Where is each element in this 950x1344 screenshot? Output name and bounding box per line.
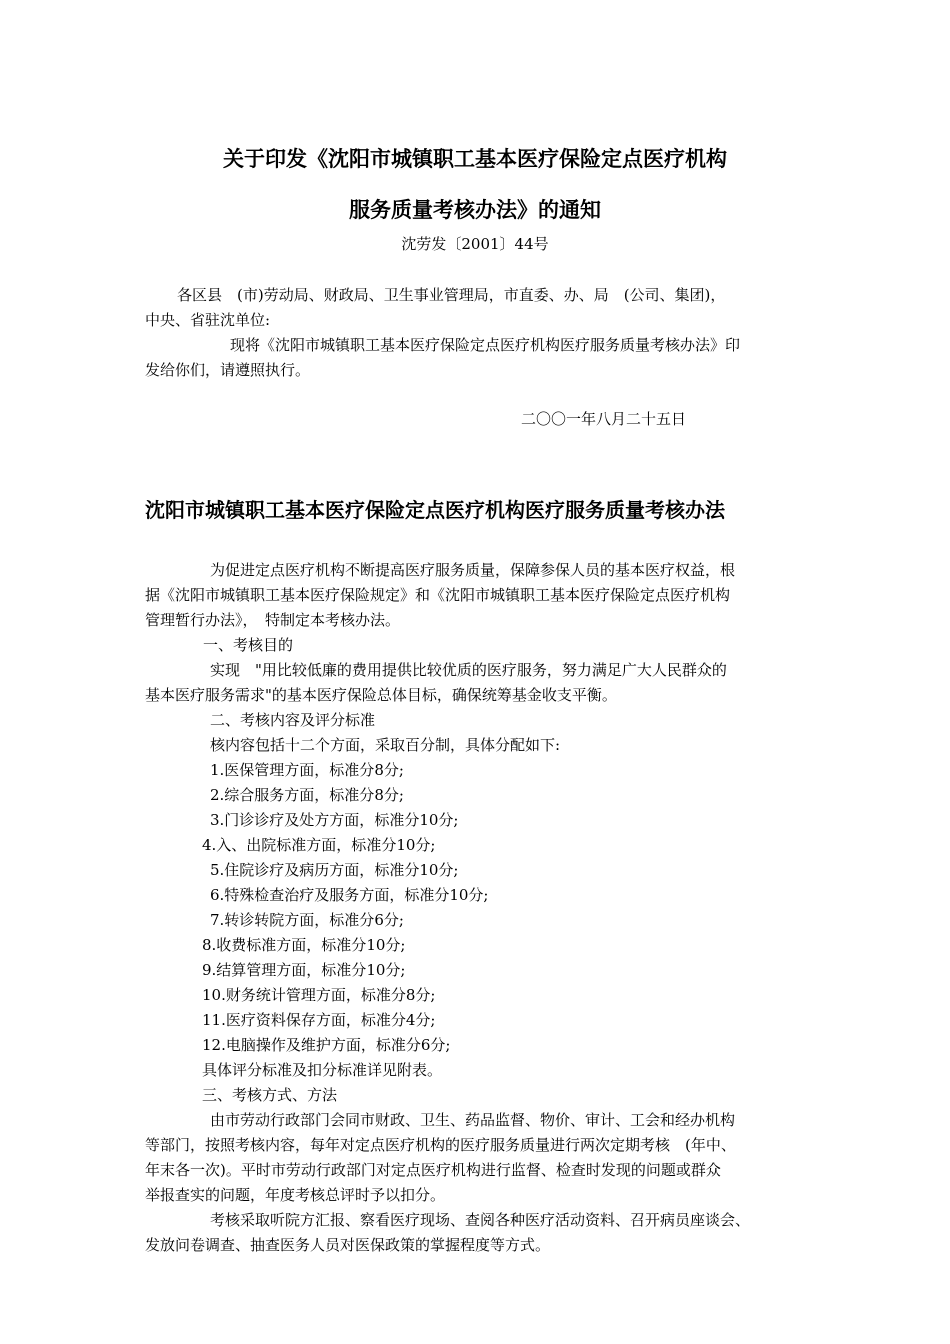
- section3-p1-line3: 年末各一次)。平时市劳动行政部门对定点医疗机构进行监督、检查时发现的问题或群众: [145, 1161, 721, 1179]
- list-item: 2.综合服务方面，标准分8分;: [210, 786, 404, 804]
- list-item: 3.门诊诊疗及处方方面，标准分10分;: [210, 811, 459, 829]
- measures-title: 沈阳市城镇职工基本医疗保险定点医疗机构医疗服务质量考核办法: [145, 498, 725, 522]
- section3-p2-line1: 考核采取听院方汇报、察看医疗现场、查阅各种医疗活动资料、召开病员座谈会、: [210, 1211, 751, 1229]
- intro-line1: 为促进定点医疗机构不断提高医疗服务质量，保障参保人员的基本医疗权益，根: [210, 561, 736, 579]
- list-item: 4.入、出院标准方面，标准分10分;: [202, 836, 436, 854]
- list-item: 7.转诊转院方面，标准分6分;: [210, 911, 404, 929]
- section1-line2: 基本医疗服务需求"的基本医疗保险总体目标，确保统筹基金收支平衡。: [145, 686, 617, 704]
- section3-p1-line4: 举报查实的问题，年度考核总评时予以扣分。: [145, 1186, 446, 1204]
- list-item: 12.电脑操作及维护方面，标准分6分;: [202, 1036, 451, 1054]
- list-item: 9.结算管理方面，标准分10分;: [202, 961, 406, 979]
- list-item: 10.财务统计管理方面，标准分8分;: [202, 986, 436, 1004]
- list-item: 1.医保管理方面，标准分8分;: [210, 761, 404, 779]
- section3-heading: 三、考核方式、方法: [202, 1086, 338, 1104]
- doc-number: 沈劳发〔2001〕44号: [401, 235, 549, 253]
- list-item: 6.特殊检查治疗及服务方面，标准分10分;: [210, 886, 489, 904]
- list-item: 5.住院诊疗及病历方面，标准分10分;: [210, 861, 459, 879]
- notice-body-line1: 现将《沈阳市城镇职工基本医疗保险定点医疗机构医疗服务质量考核办法》印: [230, 336, 741, 354]
- recipients-line1: 各区县 (市)劳动局、财政局、卫生事业管理局，市直委、办、局 (公司、集团)，: [177, 286, 726, 304]
- notice-body-line2: 发给你们，请遵照执行。: [145, 361, 311, 379]
- section2-intro: 核内容包括十二个方面，采取百分制，具体分配如下:: [210, 736, 561, 754]
- section3-p2-line2: 发放问卷调查、抽查医务人员对医保政策的掌握程度等方式。: [145, 1236, 551, 1254]
- notice-date: 二〇〇一年八月二十五日: [521, 410, 687, 428]
- intro-line3: 管理暂行办法》， 特制定本考核办法。: [145, 611, 401, 629]
- list-item: 11.医疗资料保存方面，标准分4分;: [202, 1011, 436, 1029]
- recipients-line2: 中央、省驻沈单位:: [145, 311, 271, 329]
- section3-p1-line1: 由市劳动行政部门会同市财政、卫生、药品监督、物价、审计、工会和经办机构: [210, 1111, 736, 1129]
- section2-note: 具体评分标准及扣分标准详见附表。: [202, 1061, 443, 1079]
- notice-title-line2: 服务质量考核办法》的通知: [349, 198, 601, 222]
- section1-line1: 实现 "用比较低廉的费用提供比较优质的医疗服务，努力满足广大人民群众的: [210, 661, 727, 679]
- section1-heading: 一、考核目的: [203, 636, 294, 654]
- notice-title-line1: 关于印发《沈阳市城镇职工基本医疗保险定点医疗机构: [223, 147, 727, 171]
- section3-p1-line2: 等部门，按照考核内容，每年对定点医疗机构的医疗服务质量进行两次定期考核 (年中、: [145, 1136, 736, 1154]
- intro-line2: 据《沈阳市城镇职工基本医疗保险规定》和《沈阳市城镇职工基本医疗保险定点医疗机构: [145, 586, 731, 604]
- list-item: 8.收费标准方面，标准分10分;: [202, 936, 406, 954]
- section2-heading: 二、考核内容及评分标准: [210, 711, 376, 729]
